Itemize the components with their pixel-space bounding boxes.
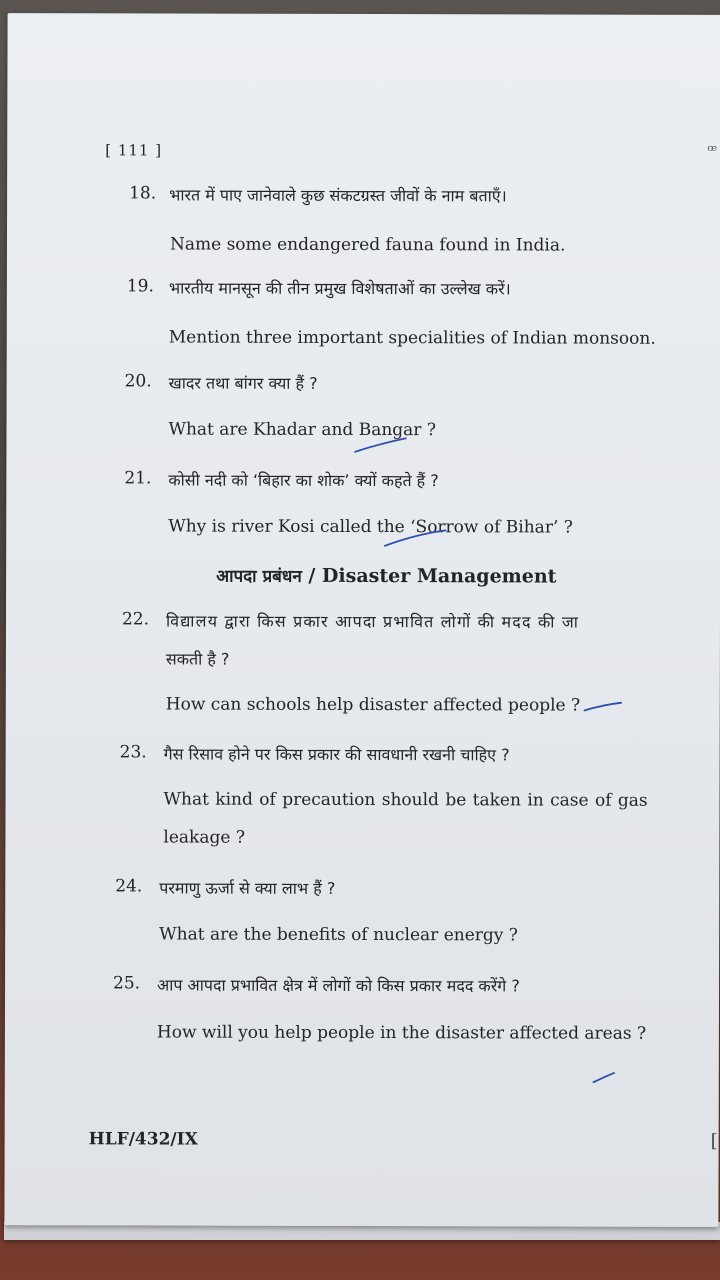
question-20-english: What are Khadar and Bangar ? xyxy=(168,419,436,441)
question-21-hindi: कोसी नदी को ‘बिहार का शोक’ क्यों कहते हैं ? xyxy=(168,470,439,491)
pen-tick-mark xyxy=(593,1073,615,1083)
pen-marks xyxy=(4,13,720,1227)
section-heading-english: Disaster Management xyxy=(321,564,557,588)
question-22-number: 22. xyxy=(121,609,150,630)
question-20-hindi: खादर तथा बांगर क्या हैं ? xyxy=(168,373,318,393)
question-25-english: How will you help people in the disaster affected areas ? xyxy=(156,1022,647,1044)
pen-mark-people xyxy=(584,703,622,711)
exam-paper-sheet xyxy=(4,13,720,1227)
question-22-english: How can schools help disaster affected people ? xyxy=(165,694,581,716)
question-23-english-line2: leakage ? xyxy=(163,827,245,848)
question-21-english: Why is river Kosi called the ‘Sorrow of Bihar’ ? xyxy=(168,516,573,538)
question-19-number: 19. xyxy=(126,276,154,297)
question-24-hindi: परमाणु ऊर्जा से क्या लाभ हैं ? xyxy=(159,878,336,898)
question-22-hindi-line2: सकती है ? xyxy=(165,649,230,669)
question-25-hindi: आप आपदा प्रभावित क्षेत्र में लोगों को किस प्रकार मदद करेंगे ? xyxy=(157,975,520,996)
question-22-hindi-line1: विद्यालय द्वारा किस प्रकार आपदा प्रभावित लोगों की मदद की जा xyxy=(165,611,580,632)
page-edge-bracket: [ xyxy=(710,1130,718,1152)
question-23-hindi: गैस रिसाव होने पर किस प्रकार की सावधानी रखनी चाहिए ? xyxy=(163,744,510,765)
question-23-number: 23. xyxy=(119,742,147,763)
paper-code: HLF/432/IX xyxy=(88,1129,198,1150)
section-heading-hindi: आपदा प्रबंधन xyxy=(216,566,302,587)
question-23-english-line1: What kind of precaution should be taken in case of gas xyxy=(163,789,648,811)
question-20-number: 20. xyxy=(124,371,152,392)
question-25-number: 25. xyxy=(113,973,141,994)
corner-mark: ꟹ xyxy=(707,140,718,160)
question-18-hindi: भारत में पाए जानेवाले कुछ संकटग्रस्त जीवों के नाम बताएँ। xyxy=(169,185,507,206)
page-number: [ 111 ] xyxy=(105,141,163,160)
question-18-english: Name some endangered fauna found in India. xyxy=(169,234,566,256)
pen-mark-bangar xyxy=(354,438,406,452)
pen-mark-sorrow xyxy=(384,530,446,546)
question-19-english: Mention three important specialities of Indian monsoon. xyxy=(168,327,656,349)
question-21-number: 21. xyxy=(124,468,152,489)
section-heading-separator: / xyxy=(301,564,322,587)
question-18-number: 18. xyxy=(129,183,157,204)
question-24-number: 24. xyxy=(115,876,143,897)
question-19-hindi: भारतीय मानसून की तीन प्रमुख विशेषताओं का उल्लेख करें। xyxy=(168,278,511,299)
question-24-english: What are the benefits of nuclear energy ? xyxy=(159,924,518,946)
